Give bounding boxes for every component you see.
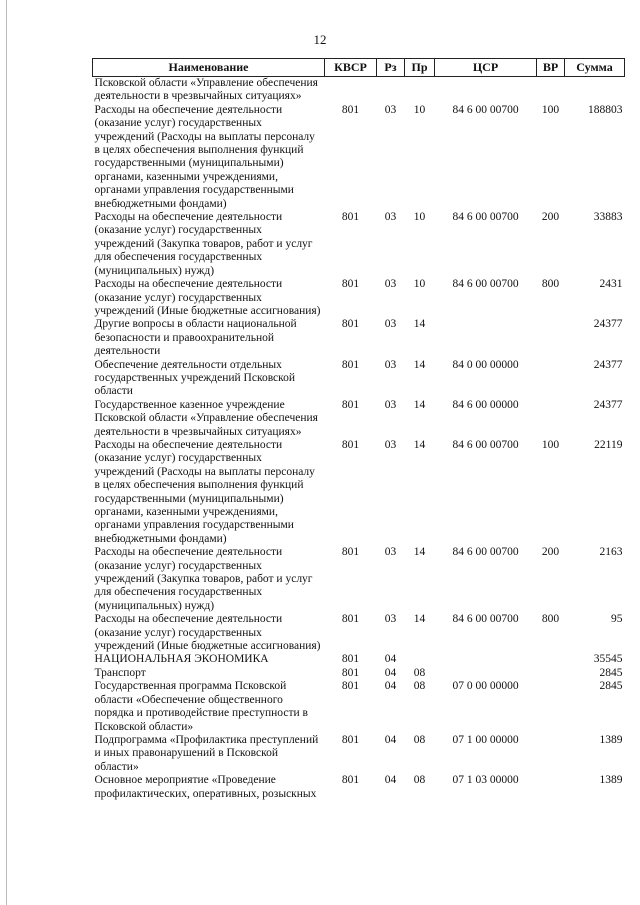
row-pr: 08 bbox=[413, 733, 426, 746]
row-pr: 14 bbox=[413, 398, 426, 411]
row-pr: 10 bbox=[413, 103, 426, 116]
row-kvsr: 801 bbox=[341, 733, 360, 746]
header-csr: ЦСР bbox=[435, 59, 537, 77]
row-pr: 08 bbox=[413, 666, 426, 679]
row-name: НАЦИОНАЛЬНАЯ ЭКОНОМИКА bbox=[94, 653, 269, 666]
table-row bbox=[93, 546, 625, 613]
row-kvsr: 801 bbox=[341, 546, 360, 559]
row-csr: 84 0 00 00000 bbox=[452, 358, 519, 371]
table-row bbox=[93, 667, 625, 680]
row-kvsr: 801 bbox=[341, 666, 360, 679]
header-vr: ВР bbox=[537, 59, 565, 77]
header-name: Наименование bbox=[93, 59, 325, 77]
row-name: Транспорт bbox=[94, 666, 146, 679]
header-pr: Пр bbox=[405, 59, 435, 77]
table-body bbox=[93, 77, 625, 801]
row-sum: 22119 bbox=[594, 438, 623, 451]
row-name: Расходы на обеспечение деятельности (оказание услуг) государственных учреждений (Закупка товаров, работ и услуг для обеспечения государственных (муниципальных) нужд) bbox=[94, 546, 313, 612]
row-csr: 84 6 00 00700 bbox=[452, 211, 519, 224]
table-row bbox=[93, 680, 625, 734]
row-csr bbox=[435, 653, 537, 666]
row-vr bbox=[537, 653, 565, 666]
table-row bbox=[93, 211, 625, 278]
row-kvsr: 801 bbox=[341, 613, 360, 626]
table-row bbox=[93, 77, 625, 104]
row-pr: 10 bbox=[413, 278, 426, 291]
row-kvsr: 801 bbox=[341, 774, 360, 787]
row-name: Расходы на обеспечение деятельности (оказание услуг) государственных учреждений (Расходы на выплаты персоналу в целях обеспечения выполнения функций государственными (муниципальными) органами, казенными учреждениями, органами управления государственными внебюджетными фондами) bbox=[94, 103, 315, 210]
row-vr: 200 bbox=[541, 211, 560, 224]
row-sum: 1389 bbox=[599, 733, 623, 746]
row-name: Основное мероприятие «Проведение профилактических, оперативных, розыскных bbox=[94, 774, 317, 800]
row-kvsr: 801 bbox=[341, 438, 360, 451]
row-vr: 100 bbox=[541, 438, 560, 451]
row-rz: 03 bbox=[384, 398, 397, 411]
row-name: Обеспечение деятельности отдельных государственных учреждений Псковской области bbox=[94, 358, 296, 398]
table-row bbox=[93, 774, 625, 801]
row-kvsr: 801 bbox=[341, 318, 360, 331]
row-csr: 07 1 00 00000 bbox=[452, 733, 519, 746]
row-sum: 188803 bbox=[588, 103, 623, 116]
row-pr bbox=[405, 653, 435, 666]
row-sum: 35545 bbox=[593, 653, 623, 666]
row-csr: 84 6 00 00700 bbox=[452, 546, 519, 559]
row-vr bbox=[537, 359, 565, 399]
row-name: Подпрограмма «Профилактика преступлений и иных правонарушений в Псковской области» bbox=[94, 733, 319, 773]
row-vr bbox=[537, 734, 565, 774]
row-csr: 84 6 00 00700 bbox=[452, 438, 519, 451]
row-rz: 03 bbox=[384, 546, 397, 559]
row-sum: 2431 bbox=[599, 278, 623, 291]
row-name: Расходы на обеспечение деятельности (оказание услуг) государственных учреждений (Закупка товаров, работ и услуг для обеспечения государственных (муниципальных) нужд) bbox=[94, 211, 313, 277]
table-row bbox=[93, 439, 625, 546]
header-sum: Сумма bbox=[565, 59, 625, 77]
row-rz: 03 bbox=[384, 278, 397, 291]
row-pr: 14 bbox=[413, 613, 426, 626]
header-rz: Рз bbox=[377, 59, 405, 77]
row-rz: 03 bbox=[384, 358, 397, 371]
row-name: Государственная программа Псковской области «Обеспечение общественного порядка и противодействие преступности в Псковской области» bbox=[94, 680, 308, 733]
row-csr: 84 6 00 00700 bbox=[452, 278, 519, 291]
row-csr bbox=[435, 77, 537, 104]
row-csr: 84 6 00 00700 bbox=[452, 613, 519, 626]
row-kvsr: 801 bbox=[341, 103, 360, 116]
row-name: Расходы на обеспечение деятельности (оказание услуг) государственных учреждений (Расходы на выплаты персоналу в целях обеспечения выполнения функций государственными (муниципальными) органами, казенными учреждениями, органами управления государственными внебюджетными фондами) bbox=[94, 438, 315, 545]
row-kvsr: 801 bbox=[341, 278, 360, 291]
row-vr bbox=[537, 680, 565, 734]
row-rz: 03 bbox=[384, 318, 397, 331]
row-rz: 03 bbox=[384, 613, 397, 626]
page-number: 12 bbox=[313, 32, 327, 47]
row-name: Расходы на обеспечение деятельности (оказание услуг) государственных учреждений (Иные бюджетные ассигнования) bbox=[94, 613, 321, 653]
row-sum: 24377 bbox=[593, 318, 623, 331]
table-row bbox=[93, 653, 625, 666]
row-csr: 84 6 00 00000 bbox=[452, 398, 519, 411]
row-pr: 14 bbox=[413, 438, 426, 451]
row-name: Псковской области «Управление обеспечения деятельности в чрезвычайных ситуациях» bbox=[94, 77, 318, 103]
row-kvsr: 801 bbox=[341, 358, 360, 371]
row-vr: 800 bbox=[541, 613, 560, 626]
row-sum: 2163 bbox=[599, 546, 623, 559]
row-rz: 04 bbox=[384, 733, 397, 746]
row-csr bbox=[435, 318, 537, 358]
row-vr bbox=[537, 318, 565, 358]
row-vr: 200 bbox=[541, 546, 560, 559]
row-rz: 03 bbox=[384, 103, 397, 116]
row-pr: 10 bbox=[413, 211, 426, 224]
row-csr: 07 1 03 00000 bbox=[452, 774, 519, 787]
table-row bbox=[93, 278, 625, 318]
row-csr bbox=[435, 667, 537, 680]
row-pr: 14 bbox=[413, 358, 426, 371]
scan-edge-line bbox=[6, 0, 7, 905]
row-rz: 03 bbox=[384, 211, 397, 224]
row-sum: 24377 bbox=[593, 358, 623, 371]
row-sum bbox=[565, 77, 625, 104]
row-vr bbox=[537, 774, 565, 801]
table-row bbox=[93, 399, 625, 439]
row-csr: 07 0 00 00000 bbox=[452, 680, 519, 693]
row-name: Другие вопросы в области национальной безопасности и правоохранительной деятельности bbox=[94, 318, 297, 358]
row-pr bbox=[405, 77, 435, 104]
table-row bbox=[93, 318, 625, 358]
header-kvsr: КВСР bbox=[325, 59, 377, 77]
budget-table bbox=[92, 58, 625, 801]
row-sum: 2845 bbox=[599, 680, 623, 693]
row-rz: 03 bbox=[384, 438, 397, 451]
row-kvsr: 801 bbox=[341, 680, 360, 693]
row-rz bbox=[377, 77, 405, 104]
row-sum: 24377 bbox=[593, 398, 623, 411]
table-row bbox=[93, 613, 625, 653]
row-name: Государственное казенное учреждение Псковской области «Управление обеспечения деятельности в чрезвычайных ситуациях» bbox=[94, 398, 318, 438]
table-header-row bbox=[93, 59, 625, 77]
row-csr: 84 6 00 00700 bbox=[452, 103, 519, 116]
row-pr: 08 bbox=[413, 680, 426, 693]
row-vr: 800 bbox=[541, 278, 560, 291]
row-kvsr: 801 bbox=[341, 398, 360, 411]
table-row bbox=[93, 359, 625, 399]
row-pr: 14 bbox=[413, 318, 426, 331]
row-pr: 14 bbox=[413, 546, 426, 559]
row-rz: 04 bbox=[384, 666, 397, 679]
table-row bbox=[93, 734, 625, 774]
row-pr: 08 bbox=[413, 774, 426, 787]
row-vr bbox=[537, 667, 565, 680]
row-vr: 100 bbox=[541, 103, 560, 116]
row-sum: 1389 bbox=[599, 774, 623, 787]
row-rz: 04 bbox=[384, 774, 397, 787]
row-vr bbox=[537, 77, 565, 104]
row-kvsr bbox=[325, 77, 377, 104]
row-kvsr: 801 bbox=[341, 211, 360, 224]
table-row bbox=[93, 104, 625, 211]
row-kvsr: 801 bbox=[341, 653, 360, 666]
row-sum: 95 bbox=[611, 613, 623, 626]
row-sum: 33883 bbox=[593, 211, 623, 224]
row-rz: 04 bbox=[384, 680, 397, 693]
row-vr bbox=[537, 399, 565, 439]
row-name: Расходы на обеспечение деятельности (оказание услуг) государственных учреждений (Иные бюджетные ассигнования) bbox=[94, 278, 321, 317]
row-rz: 04 bbox=[384, 653, 397, 666]
row-sum: 2845 bbox=[599, 666, 623, 679]
